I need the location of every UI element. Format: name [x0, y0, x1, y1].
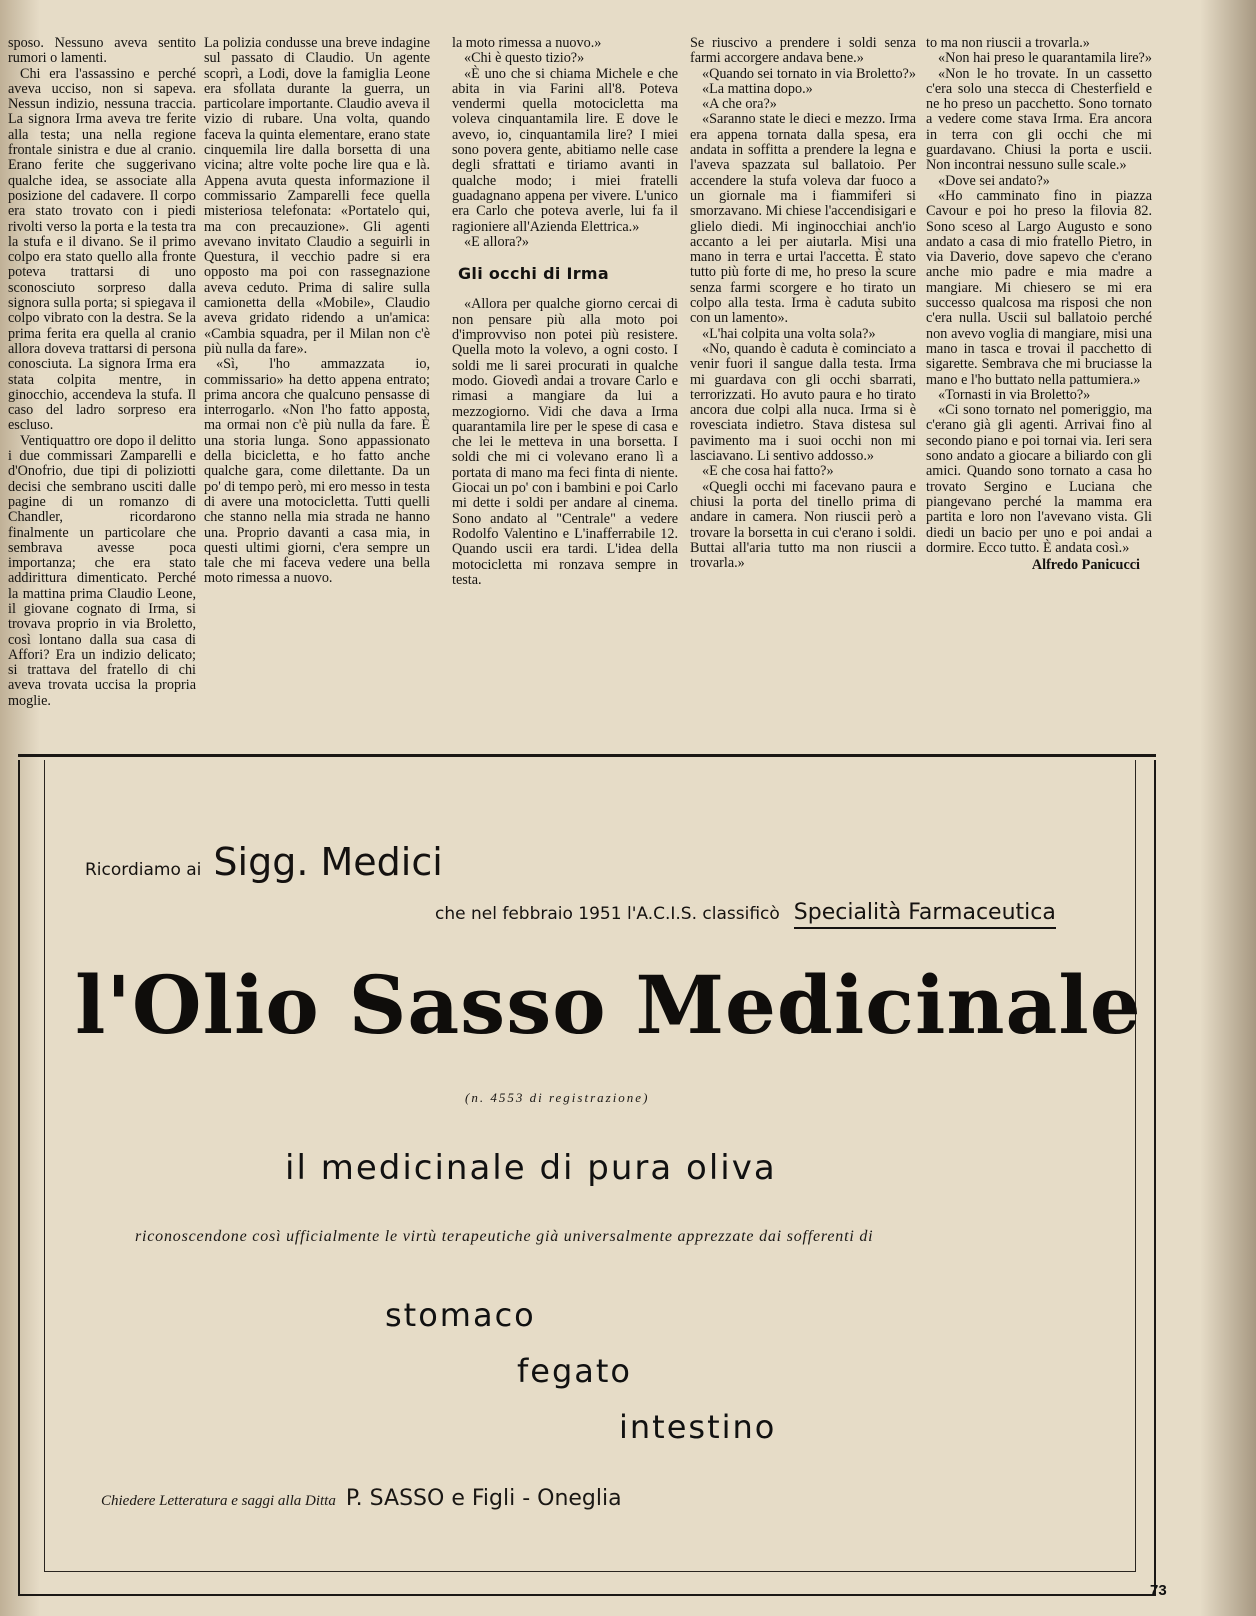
paragraph: «Dove sei andato?» [938, 172, 1050, 189]
paragraph: «Tornasti in via Broletto?» [938, 386, 1091, 403]
ad-headline [85, 840, 443, 884]
ad-registration: (n. 4553 di registrazione) [465, 1090, 650, 1105]
ad-product-name: l'Olio Sasso Medicinale [75, 958, 1142, 1052]
ad-intro-small: Ricordiamo ai [85, 860, 202, 880]
article [8, 36, 1164, 740]
divider [18, 754, 1156, 757]
ad-footer [101, 1486, 622, 1511]
paragraph: «Ci sono tornato nel pomeriggio, ma c'erano già gli agenti. Arrivai fino al secondo piano e poi tornai via. Ieri sera sono andato a giocare a biliardo con gli amici. Quando sono tornato a casa ho trovato Sergino e Luciana che piangevano perché la mamma era partita e loro non l'avevano vista. Gli diedi un bacio per uno e poi andai a dormire. Ecco tutto. È andata così.» [926, 402, 1152, 556]
ad-organ-item: intestino [619, 1408, 777, 1446]
paragraph: «Quando sei tornato in via Broletto?» [702, 65, 916, 82]
paragraph: «Non le ho trovate. In un cassetto c'era solo una stecca di Chesterfield e ne ho preso un pacchetto. Sono tornato a vedere come stava Irma. Era ancora in terra con gli occhi che mi guardavano. Chiusi la porta e uscii. Non incontrai nessuno sulle scale.» [926, 65, 1152, 174]
paragraph: «E che cosa hai fatto?» [702, 463, 834, 480]
paragraph: la moto rimessa a nuovo.» [452, 36, 602, 51]
paragraph: «E allora?» [464, 233, 529, 250]
paragraph: «L'hai colpita una volta sola?» [702, 325, 876, 342]
ad-frame [44, 760, 1142, 1572]
ad-classification-text: che nel febbraio 1951 l'A.C.I.S. classificò [435, 904, 780, 924]
paragraph: «Non hai preso le quarantamila lire?» [938, 50, 1152, 67]
paragraph: «Quegli occhi mi facevano paura e chiusi la porta del tinello prima di andare in camera. Non riuscii però a trovare la borsetta in cui c'erano i soldi. Buttai all'aria tutto ma non riuscii a trovarla.» [690, 478, 916, 572]
page-number: 73 [1150, 1582, 1167, 1599]
section-heading: Gli occhi di Irma [458, 264, 609, 284]
article-column-5 [926, 36, 1152, 740]
paragraph: «Sì, l'ho ammazzata io, commissario» ha detto appena entrato; prima ancora che qualcuno pensasse di interrogarlo. «Non l'ho fatto apposta, ma ormai non c'è più nulla da fare. È una storia lunga. Sono appassionato della bicicletta, e ho fatto anche qualche gara, come dilettante. Da un po' di tempo però, mi ero messo in testa di avere una motocicletta. Tutti quelli che stanno nella mia strada ne hanno una. Proprio davanti a casa mia, in questi ultimi giorni, c'era sempre un tale che mi faceva vedere una bella moto rimessa a nuovo. [204, 356, 430, 587]
ad-organ-item: fegato [517, 1352, 632, 1390]
paragraph: «No, quando è caduta è cominciato a venir fuori il sangue dalla testa. Irma mi guardava con gli occhi sbarrati, terrorizzati. Ho avuto paura e ho tirato ancora due colpi alla nuca. Irma si è rovesciata indietro. Stava distesa sul pavimento ma i suoi occhi non mi lasciavano. Li sentivo addosso.» [690, 340, 916, 465]
paragraph: sposo. Nessuno aveva sentito rumori o lamenti. [8, 36, 196, 67]
article-column-4 [690, 36, 916, 740]
paragraph: «È uno che si chiama Michele e che abita in via Farini all'8. Poteva vendermi quella motocicletta ma voleva cinquantamila lire. E dove le avevo, io, cinquantamila lire? I miei sono povera gente, abitiamo nelle case degli sfrattati e tiriamo avanti in qualche modo; i miei fratelli guadagnano appena per vivere. L'unico era Carlo che poteva averle, lui fa il ragioniere all'Azienda Elettrica.» [452, 65, 678, 235]
ad-intro-big: Sigg. Medici [213, 840, 443, 884]
article-column-2 [204, 36, 430, 740]
paragraph: Se riuscivo a prendere i soldi senza farmi accorgere andava bene.» [690, 36, 916, 67]
ad-description: riconoscendone così ufficialmente le virtù terapeutiche già universalmente apprezzate dai sofferenti di [135, 1228, 874, 1245]
paragraph: «Ho camminato fino in piazza Cavour e poi ho preso la filovia 82. Sono sceso al Largo Augusto e sono andato a casa di mio fratello Pietro, in via Daverio, dove sapevo che c'erano anche mio padre e mia madre a mangiare. Mi chiesero se mi era successo qualcosa ma risposi che non c'era nulla. Uscii sul ballatoio perché non avevo voglia di mangiare, misi una mano in tasca e trovai il pacchetto di sigarette. Sembrava che mi bruciasse la mano e l'ho buttato nella pattumiera.» [926, 187, 1152, 388]
paragraph: La polizia condusse una breve indagine sul passato di Claudio. Un agente scoprì, a Lodi, dove la famiglia Leone era sfollata durante la guerra, un particolare importante. Claudio aveva il vizio di rubare. Una volta, quando faceva la quinta elementare, erano state cinquemila lire dalla borsetta di una vicina; altre volte poche lire qua e là. Appena avuta questa informazione il commissario Zamparelli fece quella misteriosa telefonata: «Portatelo qui, ma con precauzione». Gli agenti avevano invitato Claudio a seguirli in Questura, il vecchio padre si era opposto ma poi con rassegnazione aveva ceduto. Prima di salire sulla camionetta della «Mobile», Claudio aveva gridato ridendo a un'amica: «Cambia squadra, per il Milan non c'è più nulla da fare». [204, 36, 430, 357]
article-column-1 [8, 36, 196, 740]
paragraph: Ventiquattro ore dopo il delitto i due commissari Zamparelli e d'Onofrio, due tipi di poliziotti decisi che sembrano usciti dalle pagine di un romanzo di Chandler, ricordarono finalmente un particolare che sembrava avesse poca importanza; che era stato addirittura dimenticato. Perché la mattina prima Claudio Leone, il giovane cognato di Irma, si trovava proprio in via Broletto, così lontano dalla sua casa di Affori? Era un indizio delicato; si trattava del fratello di chi aveva trovata uccisa la propria moglie. [8, 432, 196, 709]
paragraph: Chi era l'assassino e perché aveva ucciso, non si sapeva. Nessun indizio, nessuna traccia. La signora Irma aveva tre ferite alla testa; una nella regione frontale sinistra e due al cranio. Erano ferite che suggerivano qualche idea, se associate alla posizione del cadavere. Il corpo era stato trovato con i piedi rivolti verso la porta e la testa tra la stufa e il divano. Se il primo colpo era stato quello alla fronte poteva trattarsi di uno sconosciuto sorpreso dalla signora sulla porta; si spiegava il colpo vibrato con la destra. Se la prima ferita era quella al cranio allora doveva trattarsi di persona conosciuta. La signora Irma era stata colpita mentre, in ginocchio, accendeva la stufa. Il caso del ladro sorpreso era escluso. [8, 65, 196, 434]
paragraph: «Chi è questo tizio?» [464, 50, 585, 67]
paragraph: to ma non riuscii a trovarla.» [926, 36, 1090, 51]
ad-specialty: Specialità Farmaceutica [794, 900, 1056, 929]
ad-company: P. SASSO e Figli - Oneglia [345, 1486, 622, 1511]
ad-organ-item: stomaco [385, 1296, 536, 1334]
author-signature: Alfredo Panicucci [1031, 557, 1140, 574]
paragraph: «Saranno state le dieci e mezzo. Irma era appena tornata dalla spesa, era andata in soffitta a prendere la legna e l'aveva spazzata sul ballatoio. Per accendere la stufa voleva dar fuoco a un giornale ma i fiammiferi si smorzavano. Mi chiese l'accendisigari e glielo diedi. Mi inginocchiai anch'io accanto a lei per aiutarla. Misi una mano in terra e urtai l'accetta. È stato tutto più forte di me, ho preso la scure senza farmi scorgere e ho tirato un colpo alla testa. Irma è caduta subito con un lamento». [690, 111, 916, 327]
paragraph: «La mattina dopo.» [702, 80, 813, 97]
ad-footer-text: Chiedere Letteratura e saggi alla Ditta [101, 1493, 336, 1509]
paragraph: «A che ora?» [702, 96, 777, 113]
ad-classification-line [435, 900, 1056, 925]
ad-tagline: il medicinale di pura oliva [285, 1148, 777, 1188]
paragraph: «Allora per qualche giorno cercai di non pensare più alla moto poi d'improvviso non potei più resistere. Quella moto la volevo, a ogni costo. I soldi me li sarei procurati in qualche modo. Giovedì andai a trovare Carlo e rimasi a mangiare da lui a mezzogiorno. Vidi che dava a Irma quarantamila lire per le spese di casa e che lei le metteva in una borsetta. I soldi che mi ci volevano erano lì a portata di mano ma feci finta di niente. Giocai un po' con i bambini e poi Carlo mi dette i soldi per andare al cinema. Sono andato al "Centrale" a vedere Rodolfo Valentino e L'inafferrabile 12. Quando uscii era tardi. L'idea della motocicletta mi ronzava sempre in testa. [452, 296, 678, 588]
advertisement [18, 760, 1156, 1596]
article-column-3 [452, 36, 678, 740]
